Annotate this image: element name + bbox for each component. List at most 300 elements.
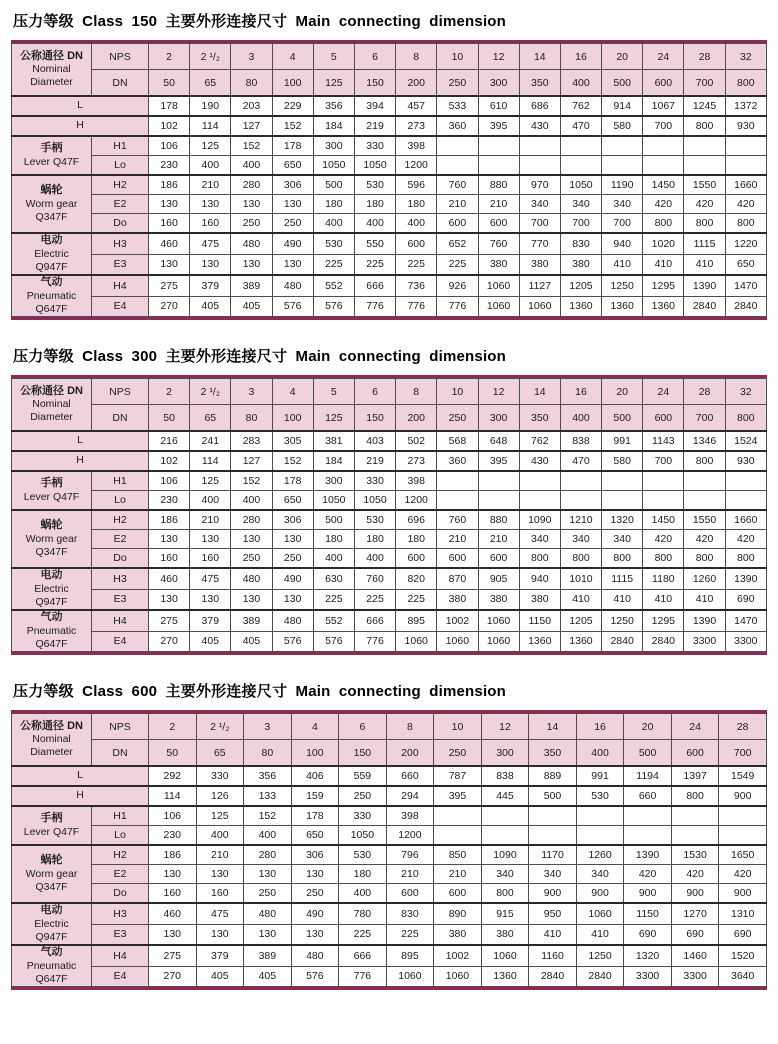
dimension-value-cell: 991 <box>576 766 624 786</box>
dimension-value-cell: 1320 <box>624 945 672 966</box>
table-row <box>12 195 767 214</box>
table-row <box>12 845 767 865</box>
dimension-value-cell <box>725 491 766 511</box>
dimension-value-cell: 152 <box>231 471 272 491</box>
dn-value: 300 <box>478 405 519 432</box>
dimension-value-cell <box>434 806 482 826</box>
dimension-value-cell: 1295 <box>643 275 684 296</box>
dimension-value-cell: 600 <box>437 214 478 234</box>
dimension-value-cell: 600 <box>396 549 437 569</box>
dimension-value-cell: 130 <box>231 589 272 610</box>
dimension-value-cell: 225 <box>339 924 387 945</box>
dimension-value-cell: 800 <box>684 549 725 569</box>
table-row <box>12 233 767 254</box>
dimension-value-cell: 895 <box>396 610 437 631</box>
table-row <box>12 156 767 176</box>
dimension-value-cell: 275 <box>149 275 190 296</box>
corner-label-line: Nominal <box>32 63 71 76</box>
dn-row-label: DN <box>92 405 149 432</box>
dimension-value-cell: 130 <box>149 924 197 945</box>
dimension-value-cell: 700 <box>643 451 684 471</box>
dimension-value-cell: 1210 <box>560 510 601 530</box>
dimension-value-cell: 275 <box>149 945 197 966</box>
dimension-value-cell: 930 <box>725 451 766 471</box>
dimension-value-cell: 457 <box>396 96 437 116</box>
table-row <box>12 966 767 986</box>
dimension-value-cell: 400 <box>313 214 354 234</box>
dimension-value-cell: 330 <box>354 136 395 156</box>
row-sub-label: H1 <box>92 806 149 826</box>
dimension-value-cell: 1550 <box>684 510 725 530</box>
header-row <box>12 714 767 740</box>
table-row <box>12 806 767 826</box>
dimension-value-cell <box>624 806 672 826</box>
dimension-value-cell: 273 <box>396 116 437 136</box>
dn-row-label: DN <box>92 70 149 97</box>
header-row <box>12 379 767 405</box>
nps-value: 10 <box>434 714 482 740</box>
dimension-value-cell: 470 <box>560 116 601 136</box>
nps-value: 20 <box>602 44 643 70</box>
dimension-value-cell <box>725 136 766 156</box>
table-row <box>12 175 767 195</box>
dimension-value-cell: 600 <box>386 884 434 904</box>
dimension-value-cell: 1150 <box>624 903 672 924</box>
dimension-value-cell: 1360 <box>643 296 684 316</box>
dimension-value-cell: 762 <box>519 431 560 451</box>
dn-value: 700 <box>684 405 725 432</box>
nps-value: 8 <box>396 44 437 70</box>
dimension-value-cell <box>519 491 560 511</box>
row-sub-label: E2 <box>92 865 149 884</box>
dimension-value-cell: 666 <box>354 275 395 296</box>
dimension-value-cell: 480 <box>244 903 292 924</box>
dimension-value-cell: 490 <box>272 568 313 589</box>
row-group-label-line: Electric <box>34 247 69 260</box>
dimension-table <box>11 710 767 990</box>
nps-value: 16 <box>560 379 601 405</box>
dimension-value-cell: 1002 <box>434 945 482 966</box>
dimension-value-cell: 225 <box>313 589 354 610</box>
dimension-value-cell <box>560 471 601 491</box>
dimension-value-cell: 152 <box>272 451 313 471</box>
dimension-value-cell: 1067 <box>643 96 684 116</box>
dimension-value-cell: 380 <box>560 254 601 275</box>
dimension-value-cell: 250 <box>231 549 272 569</box>
row-sub-label: H1 <box>92 136 149 156</box>
dimension-value-cell: 1115 <box>684 233 725 254</box>
row-group-label-line: L <box>77 434 83 447</box>
dn-row-label: DN <box>92 740 149 767</box>
row-sub-label: Lo <box>92 156 149 176</box>
dimension-value-cell: 420 <box>725 195 766 214</box>
table-row <box>12 826 767 846</box>
corner-label <box>12 714 92 767</box>
dimension-value-cell: 900 <box>719 786 767 806</box>
dimension-value-cell: 576 <box>272 631 313 651</box>
dimension-value-cell: 1127 <box>519 275 560 296</box>
row-sub-label: H3 <box>92 568 149 589</box>
dimension-value-cell <box>602 491 643 511</box>
dimension-value-cell: 130 <box>190 195 231 214</box>
dimension-value-cell: 300 <box>313 136 354 156</box>
dimension-value-cell <box>437 156 478 176</box>
dimension-value-cell: 776 <box>354 296 395 316</box>
table-row <box>12 903 767 924</box>
dimension-value-cell: 160 <box>190 549 231 569</box>
dimension-value-cell: 660 <box>624 786 672 806</box>
dimension-value-cell: 130 <box>291 924 339 945</box>
dimension-value-cell: 660 <box>386 766 434 786</box>
row-group-label <box>12 766 149 786</box>
nps-row-label: NPS <box>92 44 149 70</box>
table-row <box>12 491 767 511</box>
dimension-table <box>11 40 767 320</box>
nps-value: 16 <box>560 44 601 70</box>
dimension-value-cell: 1160 <box>529 945 577 966</box>
nps-value: 14 <box>519 379 560 405</box>
dimension-value-cell: 552 <box>313 275 354 296</box>
dimension-value-cell: 1115 <box>602 568 643 589</box>
dn-value: 150 <box>354 70 395 97</box>
nps-value: 24 <box>671 714 719 740</box>
dimension-value-cell: 1250 <box>576 945 624 966</box>
dimension-value-cell: 210 <box>478 530 519 549</box>
dimension-value-cell: 430 <box>519 116 560 136</box>
dimension-value-cell <box>643 136 684 156</box>
row-sub-label: H3 <box>92 233 149 254</box>
dimension-value-cell <box>576 826 624 846</box>
table-row <box>12 610 767 631</box>
dimension-value-cell: 410 <box>602 254 643 275</box>
table-row <box>12 510 767 530</box>
dimension-value-cell: 210 <box>386 865 434 884</box>
dimension-value-cell <box>481 826 529 846</box>
dimension-value-cell: 460 <box>149 568 190 589</box>
dimension-value-cell: 530 <box>313 233 354 254</box>
row-group-label <box>12 471 92 510</box>
dimension-value-cell: 970 <box>519 175 560 195</box>
dimension-value-cell: 186 <box>149 845 197 865</box>
dimension-value-cell: 2840 <box>602 631 643 651</box>
corner-label-line: 公称通径 DN <box>20 49 83 62</box>
dimension-value-cell: 180 <box>354 530 395 549</box>
dimension-value-cell: 410 <box>576 924 624 945</box>
dimension-value-cell: 395 <box>478 451 519 471</box>
dimension-value-cell: 1060 <box>386 966 434 986</box>
dimension-table-grid <box>11 713 767 987</box>
dimension-value-cell: 180 <box>313 195 354 214</box>
dimension-value-cell: 395 <box>478 116 519 136</box>
nps-value: 12 <box>478 44 519 70</box>
row-group-label <box>12 610 92 652</box>
dn-value: 600 <box>643 405 684 432</box>
dimension-value-cell: 1250 <box>602 610 643 631</box>
dimension-value-cell: 340 <box>602 530 643 549</box>
dimension-value-cell: 914 <box>602 96 643 116</box>
dimension-value-cell: 186 <box>149 175 190 195</box>
dimension-value-cell: 294 <box>386 786 434 806</box>
dimension-value-cell: 533 <box>437 96 478 116</box>
dimension-value-cell <box>719 806 767 826</box>
dimension-value-cell: 580 <box>602 451 643 471</box>
nps-value: 4 <box>272 379 313 405</box>
dn-value: 65 <box>190 70 231 97</box>
row-group-label <box>12 903 92 945</box>
nps-value: 3 <box>231 379 272 405</box>
header-row <box>12 70 767 97</box>
dimension-table <box>11 375 767 655</box>
dimension-value-cell: 340 <box>602 195 643 214</box>
dimension-value-cell: 400 <box>396 214 437 234</box>
row-group-label-line: Lever Q47F <box>23 490 80 503</box>
table-row <box>12 865 767 884</box>
dimension-value-cell: 1010 <box>560 568 601 589</box>
dimension-value-cell: 1060 <box>478 296 519 316</box>
dimension-value-cell: 180 <box>339 865 387 884</box>
dimension-value-cell: 219 <box>354 116 395 136</box>
table-row <box>12 116 767 136</box>
nps-value: 5 <box>313 44 354 70</box>
dimension-value-cell: 490 <box>291 903 339 924</box>
dn-value: 350 <box>529 740 577 767</box>
dimension-value-cell: 1460 <box>671 945 719 966</box>
dn-value: 500 <box>624 740 672 767</box>
nps-value: 20 <box>602 379 643 405</box>
dimension-value-cell: 106 <box>149 471 190 491</box>
dimension-value-cell: 1520 <box>719 945 767 966</box>
dimension-value-cell: 800 <box>560 549 601 569</box>
dimension-value-cell: 1050 <box>339 826 387 846</box>
dimension-value-cell: 530 <box>339 845 387 865</box>
nps-value: 8 <box>396 379 437 405</box>
nps-value: 6 <box>354 44 395 70</box>
dimension-value-cell: 210 <box>434 865 482 884</box>
dimension-value-cell: 686 <box>519 96 560 116</box>
row-group-label-line: Worm gear <box>25 867 78 880</box>
row-group-label <box>12 96 149 116</box>
dimension-value-cell: 1660 <box>725 510 766 530</box>
dimension-value-cell: 900 <box>576 884 624 904</box>
dimension-value-cell: 900 <box>671 884 719 904</box>
dimension-value-cell: 230 <box>149 156 190 176</box>
dimension-value-cell: 1260 <box>576 845 624 865</box>
dimension-value-cell: 700 <box>643 116 684 136</box>
row-sub-label: E3 <box>92 254 149 275</box>
row-group-label-line: Lever Q47F <box>23 825 80 838</box>
row-sub-label: E2 <box>92 195 149 214</box>
dimension-value-cell: 225 <box>313 254 354 275</box>
dimension-value-cell: 800 <box>643 214 684 234</box>
dimension-value-cell: 405 <box>190 296 231 316</box>
dimension-value-cell: 380 <box>478 254 519 275</box>
row-group-label-line: Pneumatic <box>26 959 77 972</box>
dimension-value-cell: 552 <box>313 610 354 631</box>
dimension-value-cell: 306 <box>272 510 313 530</box>
dimension-value-cell: 410 <box>529 924 577 945</box>
table-row <box>12 431 767 451</box>
dimension-value-cell: 400 <box>313 549 354 569</box>
dn-value: 800 <box>725 70 766 97</box>
dimension-value-cell: 690 <box>719 924 767 945</box>
dimension-value-cell: 600 <box>396 233 437 254</box>
dn-value: 65 <box>190 405 231 432</box>
dimension-value-cell: 1060 <box>478 275 519 296</box>
dimension-value-cell <box>602 136 643 156</box>
dimension-value-cell: 1360 <box>602 296 643 316</box>
dimension-value-cell: 340 <box>481 865 529 884</box>
row-sub-label: Do <box>92 549 149 569</box>
dimension-value-cell: 475 <box>190 233 231 254</box>
dimension-value-cell: 502 <box>396 431 437 451</box>
dimension-value-cell <box>519 156 560 176</box>
dimension-value-cell: 480 <box>291 945 339 966</box>
dimension-value-cell: 1050 <box>354 156 395 176</box>
dimension-value-cell: 130 <box>231 530 272 549</box>
dimension-table-grid <box>11 378 767 652</box>
dimension-value-cell: 1050 <box>560 175 601 195</box>
dimension-value-cell: 3300 <box>671 966 719 986</box>
dimension-value-cell: 400 <box>354 549 395 569</box>
dimension-value-cell: 340 <box>519 195 560 214</box>
dimension-value-cell: 800 <box>684 116 725 136</box>
nps-value: 5 <box>313 379 354 405</box>
dimension-value-cell <box>684 471 725 491</box>
nps-value: 28 <box>719 714 767 740</box>
dimension-value-cell: 1200 <box>386 826 434 846</box>
dimension-value-cell: 2840 <box>529 966 577 986</box>
corner-label-line: 公称通径 DN <box>20 719 83 732</box>
dimension-value-cell: 800 <box>684 451 725 471</box>
dimension-value-cell: 210 <box>437 530 478 549</box>
dimension-value-cell: 905 <box>478 568 519 589</box>
dimension-value-cell: 1250 <box>602 275 643 296</box>
dimension-value-cell: 666 <box>354 610 395 631</box>
dimension-value-cell: 820 <box>396 568 437 589</box>
dimension-value-cell: 1360 <box>519 631 560 651</box>
dimension-value-cell: 398 <box>396 136 437 156</box>
dimension-value-cell: 1220 <box>725 233 766 254</box>
dn-value: 200 <box>396 405 437 432</box>
dimension-value-cell: 1143 <box>643 431 684 451</box>
dn-value: 150 <box>354 405 395 432</box>
dimension-value-cell: 305 <box>272 431 313 451</box>
dimension-value-cell: 700 <box>519 214 560 234</box>
dimension-value-cell: 230 <box>149 826 197 846</box>
table-row <box>12 568 767 589</box>
dimension-value-cell: 3300 <box>624 966 672 986</box>
row-group-label <box>12 431 149 451</box>
row-group-label-line: H <box>76 789 84 802</box>
dimension-value-cell: 126 <box>196 786 244 806</box>
nps-value: 32 <box>725 379 766 405</box>
dimension-value-cell: 130 <box>190 530 231 549</box>
dimension-value-cell: 1260 <box>684 568 725 589</box>
dimension-value-cell: 475 <box>190 568 231 589</box>
row-group-label-line: H <box>76 454 84 467</box>
table-row <box>12 275 767 296</box>
dimension-value-cell: 130 <box>231 254 272 275</box>
dn-value: 80 <box>231 70 272 97</box>
dn-value: 300 <box>481 740 529 767</box>
dimension-value-cell: 106 <box>149 806 197 826</box>
dimension-value-cell: 127 <box>231 451 272 471</box>
dimension-value-cell: 576 <box>272 296 313 316</box>
row-group-label <box>12 136 92 175</box>
dimension-value-cell: 400 <box>190 156 231 176</box>
dimension-value-cell: 400 <box>231 491 272 511</box>
dimension-value-cell: 395 <box>434 786 482 806</box>
dimension-value-cell: 280 <box>244 845 292 865</box>
dn-value: 50 <box>149 740 197 767</box>
dimension-value-cell: 180 <box>396 195 437 214</box>
dimension-value-cell: 690 <box>725 589 766 610</box>
row-group-label <box>12 451 149 471</box>
dn-value: 150 <box>339 740 387 767</box>
dimension-value-cell: 306 <box>291 845 339 865</box>
row-group-label <box>12 175 92 233</box>
dimension-value-cell: 250 <box>231 214 272 234</box>
dimension-value-cell: 340 <box>560 195 601 214</box>
dimension-value-cell: 160 <box>196 884 244 904</box>
dimension-value-cell: 125 <box>190 136 231 156</box>
dimension-value-cell: 394 <box>354 96 395 116</box>
dimension-value-cell: 410 <box>643 254 684 275</box>
dimension-value-cell: 776 <box>339 966 387 986</box>
dimension-value-cell: 652 <box>437 233 478 254</box>
dimension-value-cell: 178 <box>272 471 313 491</box>
nps-value: 4 <box>291 714 339 740</box>
dimension-value-cell: 389 <box>231 275 272 296</box>
dimension-value-cell: 280 <box>231 510 272 530</box>
dimension-value-cell: 1390 <box>624 845 672 865</box>
dimension-value-cell: 1650 <box>719 845 767 865</box>
dimension-value-cell: 210 <box>196 845 244 865</box>
dn-value: 300 <box>478 70 519 97</box>
dn-value: 600 <box>671 740 719 767</box>
dimension-value-cell: 229 <box>272 96 313 116</box>
dimension-value-cell: 580 <box>602 116 643 136</box>
row-sub-label: E3 <box>92 924 149 945</box>
dimension-value-cell: 400 <box>190 491 231 511</box>
dimension-value-cell: 1524 <box>725 431 766 451</box>
row-sub-label: H4 <box>92 945 149 966</box>
dimension-value-cell: 225 <box>437 254 478 275</box>
dimension-value-cell: 1245 <box>684 96 725 116</box>
dimension-value-cell: 890 <box>434 903 482 924</box>
nps-value: 32 <box>725 44 766 70</box>
dimension-value-cell: 1346 <box>684 431 725 451</box>
dimension-value-cell: 270 <box>149 296 190 316</box>
dimension-value-cell: 1200 <box>396 156 437 176</box>
row-group-label-line: 手柄 <box>40 812 63 825</box>
dimension-value-cell <box>478 471 519 491</box>
dimension-value-cell: 3300 <box>684 631 725 651</box>
dn-value: 250 <box>437 405 478 432</box>
dimension-value-cell <box>519 471 560 491</box>
dimension-value-cell <box>725 471 766 491</box>
row-sub-label: Do <box>92 214 149 234</box>
dimension-value-cell <box>560 136 601 156</box>
dimension-value-cell: 340 <box>519 530 560 549</box>
table-row <box>12 924 767 945</box>
row-sub-label: H4 <box>92 610 149 631</box>
dimension-value-cell: 420 <box>684 195 725 214</box>
dimension-value-cell: 400 <box>339 884 387 904</box>
dimension-value-cell: 500 <box>529 786 577 806</box>
nps-value: 12 <box>481 714 529 740</box>
dn-value: 700 <box>684 70 725 97</box>
